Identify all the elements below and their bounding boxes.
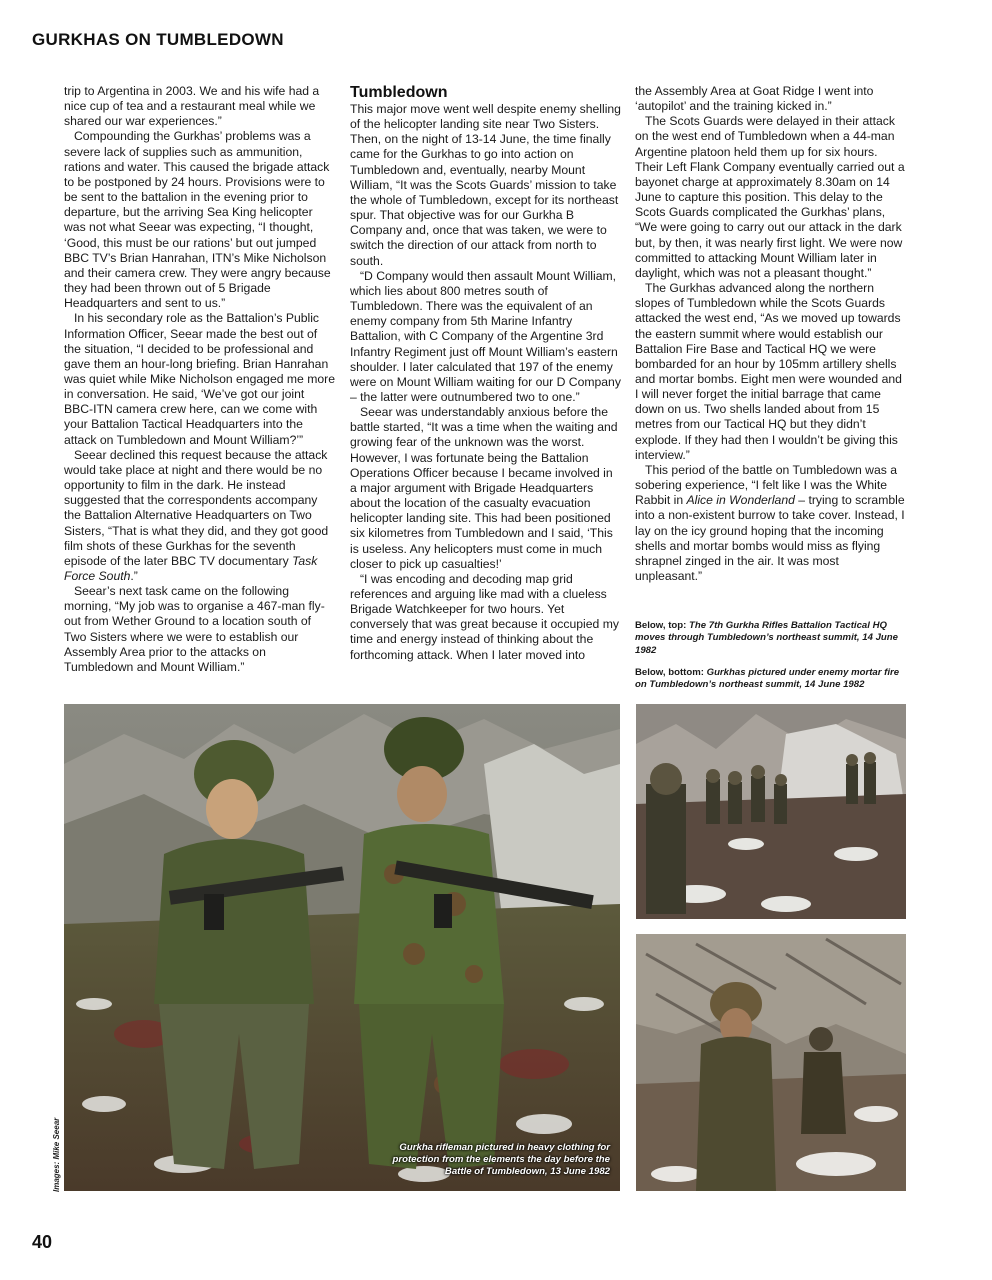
main-photo-caption: Gurkha rifleman pictured in heavy clothing for protection from the elements the day before the Battle of Tumbledown, 13 June 1982: [392, 1142, 610, 1178]
caption-top: Below, top: The 7th Gurkha Rifles Battalion Tactical HQ moves through Tumbledown’s northeast summit, 14 June 1982: [635, 620, 898, 656]
image-credit: Images: Mike Seear: [52, 1117, 61, 1192]
caption-bottom: Below, bottom: Gurkhas pictured under enemy mortar fire on Tumbledown’s northeast summit, 14 June 1982: [635, 667, 900, 691]
mortar-fire-photo: [636, 934, 906, 1191]
paragraph: “D Company would then assault Mount William, which lies about 800 metres south of Tumbledown. There was the equivalent of an enemy company from 5th Marine Infantry Battalion, with C Company of the Argentine 3rd Infantry Regiment just off Mount William’s eastern shoulder. I later calculated that 197 of the enemy were on Mount William waiting for our D Company – the latter were outnumbered two to one.”: [350, 268, 621, 404]
paragraph: Compounding the Gurkhas’ problems was a severe lack of supplies such as ammunition, rations and water. This caused the brigade attack to be postponed by 24 hours. Provisions were to be sent to the battalion in the evening prior to departure, but the arriving Sea King helicopter was not what Seear was expecting, “I thought, ‘Good, this must be our rations’ but out jumped BBC TV’s Brian Hanrahan, ITN’s Mike Nicholson and their camera crew. They were angry because they had been thrown out of 5 Brigade Headquarters and sent to us.”: [64, 129, 331, 311]
paragraph: “I was encoding and decoding map grid references and arguing like mad with a clueless Brigade Watchkeeper for two hours. Yet conversely that was great because it occupied my time and energy instead of thinking about the forthcoming attack. When I later moved into: [350, 571, 619, 662]
paragraph: Seear was understandably anxious before the battle started, “It was a time when the waiting and growing fear of the unknown was the worst. However, I was fortunate being the Battalion Operations Officer because I became involved in a major argument with Brigade Headquarters about the location of the casualty evacuation helicopter landing site. This had been positioned six kilometres from Tumbledown and I said, ‘This is useless. Any helicopters must come in much closer to pick up casualties!’: [350, 405, 618, 571]
paragraph: Seear’s next task came on the following morning, “My job was to organise a 467-man fly-out from Wether Ground to a location south of Two Sisters where we were to establish our Assembly Area prior to the attacks on Tumbledown and Mount William.”: [64, 584, 325, 674]
paragraph: In his secondary role as the Battalion’s Public Information Officer, Seear made the best out of the situation, “I decided to be professional and gave them an hour-long briefing. Brian Hanrahan was quiet while Mike Nicholson engaged me more in conversation. He said, ‘We’ve got our joint BBC-ITN camera crew here, can we come with your Battalion Tactical Headquarters into the attack on Tumbledown and Mount William?’”: [64, 311, 335, 447]
main-photo: [64, 704, 620, 1191]
article-column-3: [635, 84, 907, 584]
paragraph: the Assembly Area at Goat Ridge I went into ‘autopilot’ and the training kicked in.”: [635, 84, 874, 114]
paragraph: This period of the battle on Tumbledown was a sobering experience, “I felt like I was the White Rabbit in Alice in Wonderland – trying to scramble into a non-existent burrow to take cover. Instead, I lay on the icy ground hoping that the incoming shells and mortar bombs would miss as flying shrapnel zinged in the air. It was most unpleasant.”: [635, 462, 905, 583]
running-head: GURKHAS ON TUMBLEDOWN: [32, 30, 284, 49]
article-column-2: [350, 84, 622, 663]
paragraph: This major move went well despite enemy shelling of the helicopter landing site near Two Sisters. Then, on the night of 13-14 June, the time finally came for the Gurkhas to go into action on Tumbledown and, eventually, nearby Mount William, “It was the Scots Guards’ mission to take the whole of Tumbledown, except for its northeast spur. That objective was for our Gurkha B Company and, once that was taken, we were to switch the direction of our attack from north to south.: [350, 102, 621, 268]
page-number: 40: [32, 1232, 53, 1252]
article-column-1: [64, 84, 336, 675]
subheading: Tumbledown: [350, 84, 448, 101]
book-title: Alice in Wonderland: [686, 493, 795, 508]
paragraph: trip to Argentina in 2003. We and his wife had a nice cup of tea and a restaurant meal while we shared our war experiences.”: [64, 84, 320, 129]
tactical-hq-photo: [636, 704, 906, 919]
paragraph: The Scots Guards were delayed in their attack on the west end of Tumbledown when a 44-man Argentine platoon held them up for six hours. Their Left Flank Company eventually carried out a bayonet charge at approximately 8.30am on 14 June to capture this position. This delay to the Scots Guards complicated the Gurkhas’ plans, “We were going to carry out our attack in the dark but, by then, it was nearly first light. We were now committed to attacking Mount William later in daylight, which was not a pleasant thought.”: [635, 114, 905, 280]
paragraph: Seear declined this request because the attack would take place at night and there would be no opportunity to film in the dark. He instead suggested that the correspondents accompany the Battalion Alternative Headquarters on Two Sisters, “That is what they did, and they got good film shots of these Gurkhas for the seventh episode of the later BBC TV documentary Task Force South.”: [64, 447, 329, 583]
documentary-title: Task Force South: [64, 553, 318, 583]
paragraph: The Gurkhas advanced along the northern slopes of Tumbledown while the Scots Guards attacked the west end, “As we moved up towards the eastern summit where would establish our Battalion Fire Base and Tactical HQ we were bombarded for an hour by 105mm artillery shells and mortar bombs. Eight men were wounded and I will never forget the initial barrage that came down on us. Two shells landed about from 15 metres from our Tactical HQ but they didn’t explode. If they had then I wouldn’t be giving this interview.”: [635, 281, 902, 462]
